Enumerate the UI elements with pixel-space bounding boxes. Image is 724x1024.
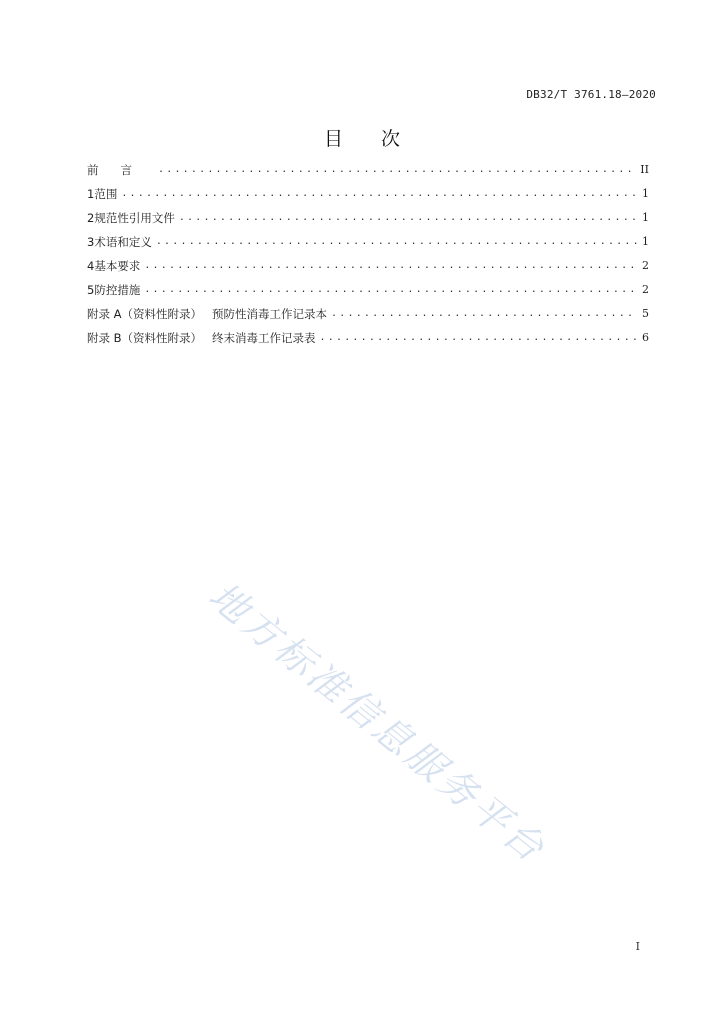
toc-entry-label: 前言 — [87, 163, 154, 177]
toc-leader-dots — [179, 206, 637, 230]
toc-entry-basic-requirements[interactable] — [87, 254, 649, 278]
toc-entry-number: 2 — [87, 211, 95, 225]
toc-title-char-2: 次 — [381, 128, 401, 150]
toc-annex-tag: 附录 B（资料性附录） — [87, 331, 203, 345]
toc-entry-number: 3 — [87, 235, 95, 249]
toc-entry-control-measures[interactable] — [87, 278, 649, 302]
toc-entry-page: 1 — [642, 211, 649, 224]
toc-entry-label: 术语和定义 — [94, 235, 152, 249]
toc-entry-number: 1 — [87, 187, 95, 201]
toc-entry-terms-definitions[interactable] — [87, 230, 649, 254]
page-number: I — [635, 940, 640, 953]
toc-leader-dots — [144, 278, 637, 302]
toc-entry-page: 2 — [642, 283, 649, 296]
toc-entry-label: 基本要求 — [94, 259, 141, 273]
toc-entry-label: 防控措施 — [94, 283, 141, 297]
toc-entry-page: 2 — [642, 259, 649, 272]
toc-entry-page: 1 — [642, 187, 649, 200]
toc-entry-page: II — [640, 163, 649, 176]
toc-entry-label: 规范性引用文件 — [94, 211, 175, 225]
toc-entry-annex-a[interactable] — [87, 302, 649, 326]
toc-annex-title: 预防性消毒工作记录本 — [212, 307, 328, 321]
document-code: DB32/T 3761.18—2020 — [526, 88, 656, 101]
toc-leader-dots — [144, 254, 637, 278]
toc-entry-scope[interactable] — [87, 182, 649, 206]
toc-entry-annex-b[interactable] — [87, 326, 649, 350]
toc-entry-label: 范围 — [94, 187, 118, 201]
toc-entry-page: 6 — [642, 331, 649, 344]
toc-title — [0, 124, 724, 151]
toc-leader-dots — [121, 182, 637, 206]
toc-leader-dots — [158, 158, 636, 182]
watermark: 地方标准信息服务平台 — [200, 573, 555, 872]
toc-entry-number: 4 — [87, 259, 95, 273]
toc-entry-normative-references[interactable] — [87, 206, 649, 230]
toc-entry-page: 1 — [642, 235, 649, 248]
toc-title-char-1: 目 — [323, 128, 343, 150]
toc-list — [87, 158, 649, 350]
toc-annex-title: 终末消毒工作记录表 — [212, 331, 316, 345]
toc-entry-foreword[interactable] — [87, 158, 649, 182]
toc-leader-dots — [320, 326, 637, 350]
toc-entry-page: 5 — [642, 307, 649, 320]
toc-leader-dots — [331, 302, 637, 326]
toc-entry-number: 5 — [87, 283, 95, 297]
toc-annex-tag: 附录 A（资料性附录） — [87, 307, 203, 321]
toc-leader-dots — [156, 230, 637, 254]
